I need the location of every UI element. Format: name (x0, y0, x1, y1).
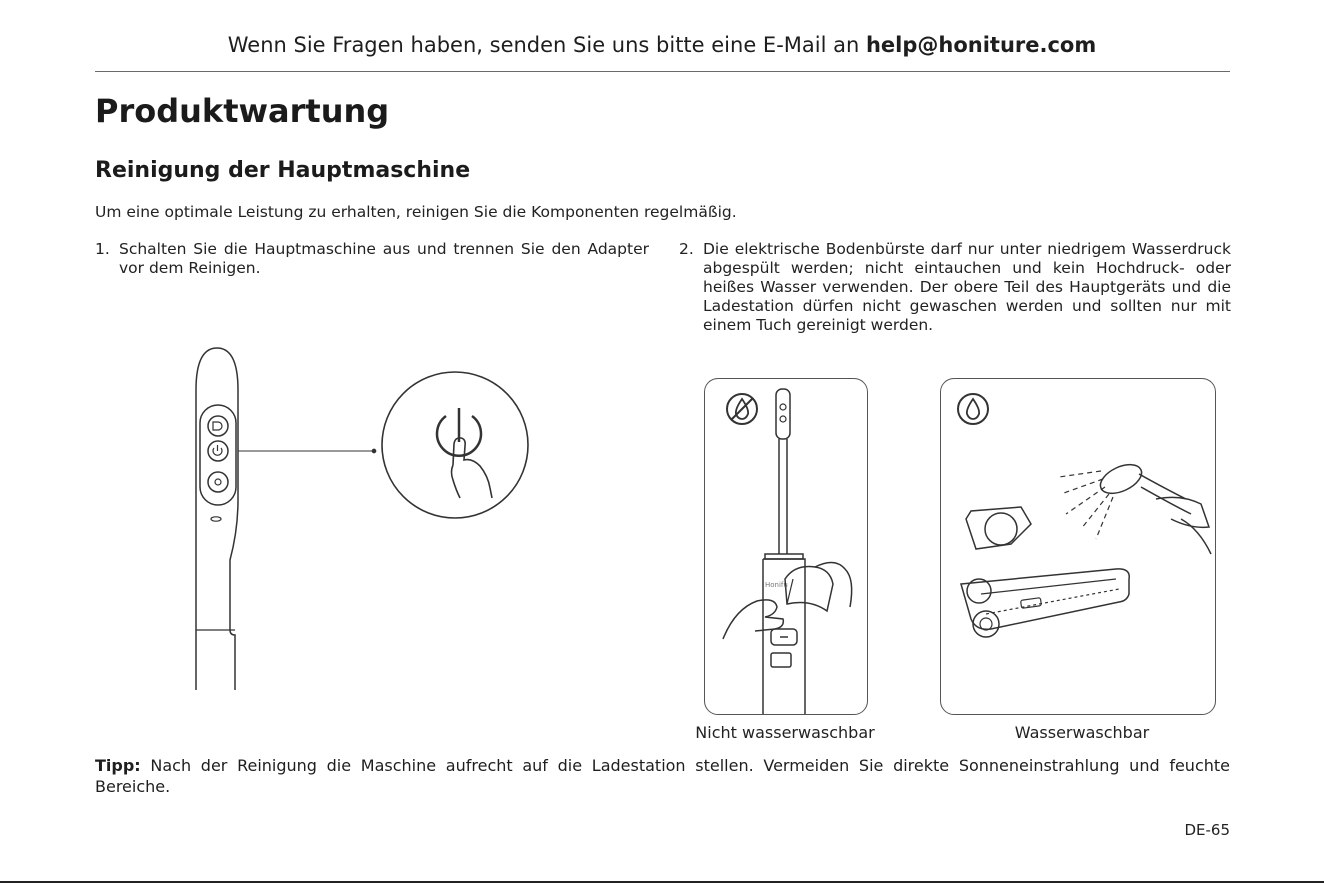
step-1 (95, 240, 655, 285)
washable-caption: Wasserwaschbar (1014, 723, 1150, 742)
water-drop-icon (958, 394, 988, 424)
step-2-number: 2. (679, 240, 694, 258)
rinsing-brush-illustration (941, 379, 1215, 714)
page-title: Produktwartung (95, 92, 390, 130)
page-header (0, 33, 1324, 57)
brand-print: Honifu (765, 581, 788, 589)
handle-power-illustration (150, 330, 570, 700)
page-number: DE-65 (1184, 821, 1230, 839)
tip-text: Nach der Reinigung die Maschine aufrecht auf die Ladestation stellen. Vermeiden Sie direkte Sonneneinstrahlung und feuchte Bereiche. (95, 756, 1230, 796)
step-1-text: Schalten Sie die Hauptmaschine aus und trennen Sie den Adapter vor dem Reinigen. (119, 240, 649, 277)
step-2 (679, 240, 1231, 350)
wiping-cloth-illustration (705, 379, 867, 714)
tip-paragraph (95, 755, 1230, 797)
step-1-number: 1. (95, 240, 110, 258)
washable-figure (940, 378, 1216, 715)
section-title: Reinigung der Hauptmaschine (95, 158, 471, 183)
section-intro: Um eine optimale Leistung zu erhalten, reinigen Sie die Komponenten regelmäßig. (95, 203, 737, 221)
header-divider (95, 71, 1230, 72)
not-washable-caption: Nicht wasserwaschbar (695, 723, 875, 742)
header-text: Wenn Sie Fragen haben, senden Sie uns bitte eine E-Mail an (227, 33, 866, 57)
step-2-text: Die elektrische Bodenbürste darf nur unter niedrigem Wasserdruck abgespült werden; nicht eintauchen und kein Hochdruck- oder heißes Wasser verwenden. Der obere Teil des Hauptgeräts und die Ladestation dürfen nicht gewaschen werden und sollten nur mit einem Tuch gereinigt werden. (703, 240, 1231, 334)
header-email[interactable]: help@honiture.com (865, 33, 1097, 57)
no-water-drop-icon (727, 394, 757, 424)
not-washable-figure (704, 378, 868, 715)
tip-label: Tipp: (95, 756, 141, 775)
